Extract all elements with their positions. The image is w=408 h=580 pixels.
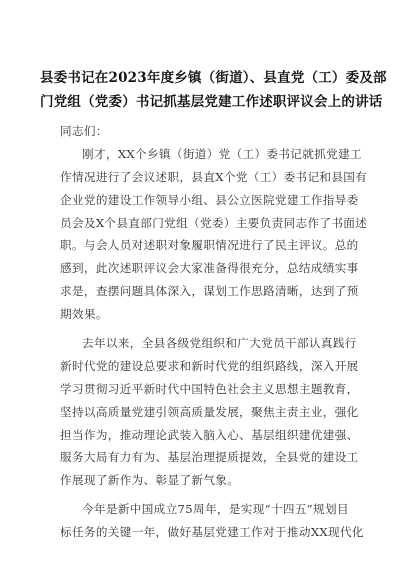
paragraph-line: 企业党的建设工作领导小组、县公立医院党建工作指导委 — [60, 192, 359, 207]
paragraph-line: 担当作为，推动理论武装入脑入心、基层组织建优建强、 — [60, 427, 359, 442]
document-body — [60, 120, 370, 544]
paragraph-line: 职。与会人员对述职对象履职情况进行了民主评议。总的 — [60, 238, 359, 253]
paragraph — [60, 332, 370, 492]
paragraph-line: 学习贯彻习近平新时代中国特色社会主义思想主题教育， — [60, 381, 359, 396]
title-line: 县委书记在2023年度乡镇（街道）、县直党（工）委及部 — [40, 70, 387, 86]
paragraph-line: 求是，查摆问题具体深入，谋划工作思路清晰，达到了预 — [60, 284, 359, 299]
paragraph-line: 新时代党的建设总要求和新时代党的组织路线，深入开展 — [60, 358, 359, 373]
paragraph-line: 标任务的关键一年，做好基层党建工作对于推动XX现代化 — [60, 525, 364, 540]
paragraph — [60, 498, 370, 544]
salutation: 同志们： — [60, 124, 108, 138]
paragraph — [60, 143, 370, 326]
paragraph-line: 作展现了新作为、彰显了新气象。 — [60, 473, 240, 488]
paragraph-line: 去年以来，全县各级党组织和广大党员干部认真践行 — [82, 336, 357, 351]
paragraph-line: 作情况进行了会议述职，县直X个党（工）委书记和县国有 — [60, 169, 368, 184]
paragraph-line: 坚持以高质量党建引领高质量发展，聚焦主责主业，强化 — [60, 404, 359, 419]
paragraph-line: 今年是新中国成立75周年，是实现“十四五”规划目 — [82, 502, 349, 517]
paragraph-line: 感到，此次述职评议会大家准备得很充分，总结成绩实事 — [60, 261, 359, 276]
paragraph-line: 服务大局有力有为、基层治理提质提效，全县党的建设工 — [60, 450, 359, 465]
paragraph-line: 员会及X个县直部门党组（党委）主要负责同志作了书面述 — [60, 215, 368, 230]
paragraph-line: 期效果。 — [60, 307, 108, 322]
title-line: 门党组（党委）书记抓基层党建工作述职评议会上的讲话 — [40, 94, 383, 110]
paragraph-line: 刚才，XX个乡镇（街道）党（工）委书记就抓党建工 — [82, 146, 362, 161]
document-title — [40, 66, 387, 114]
